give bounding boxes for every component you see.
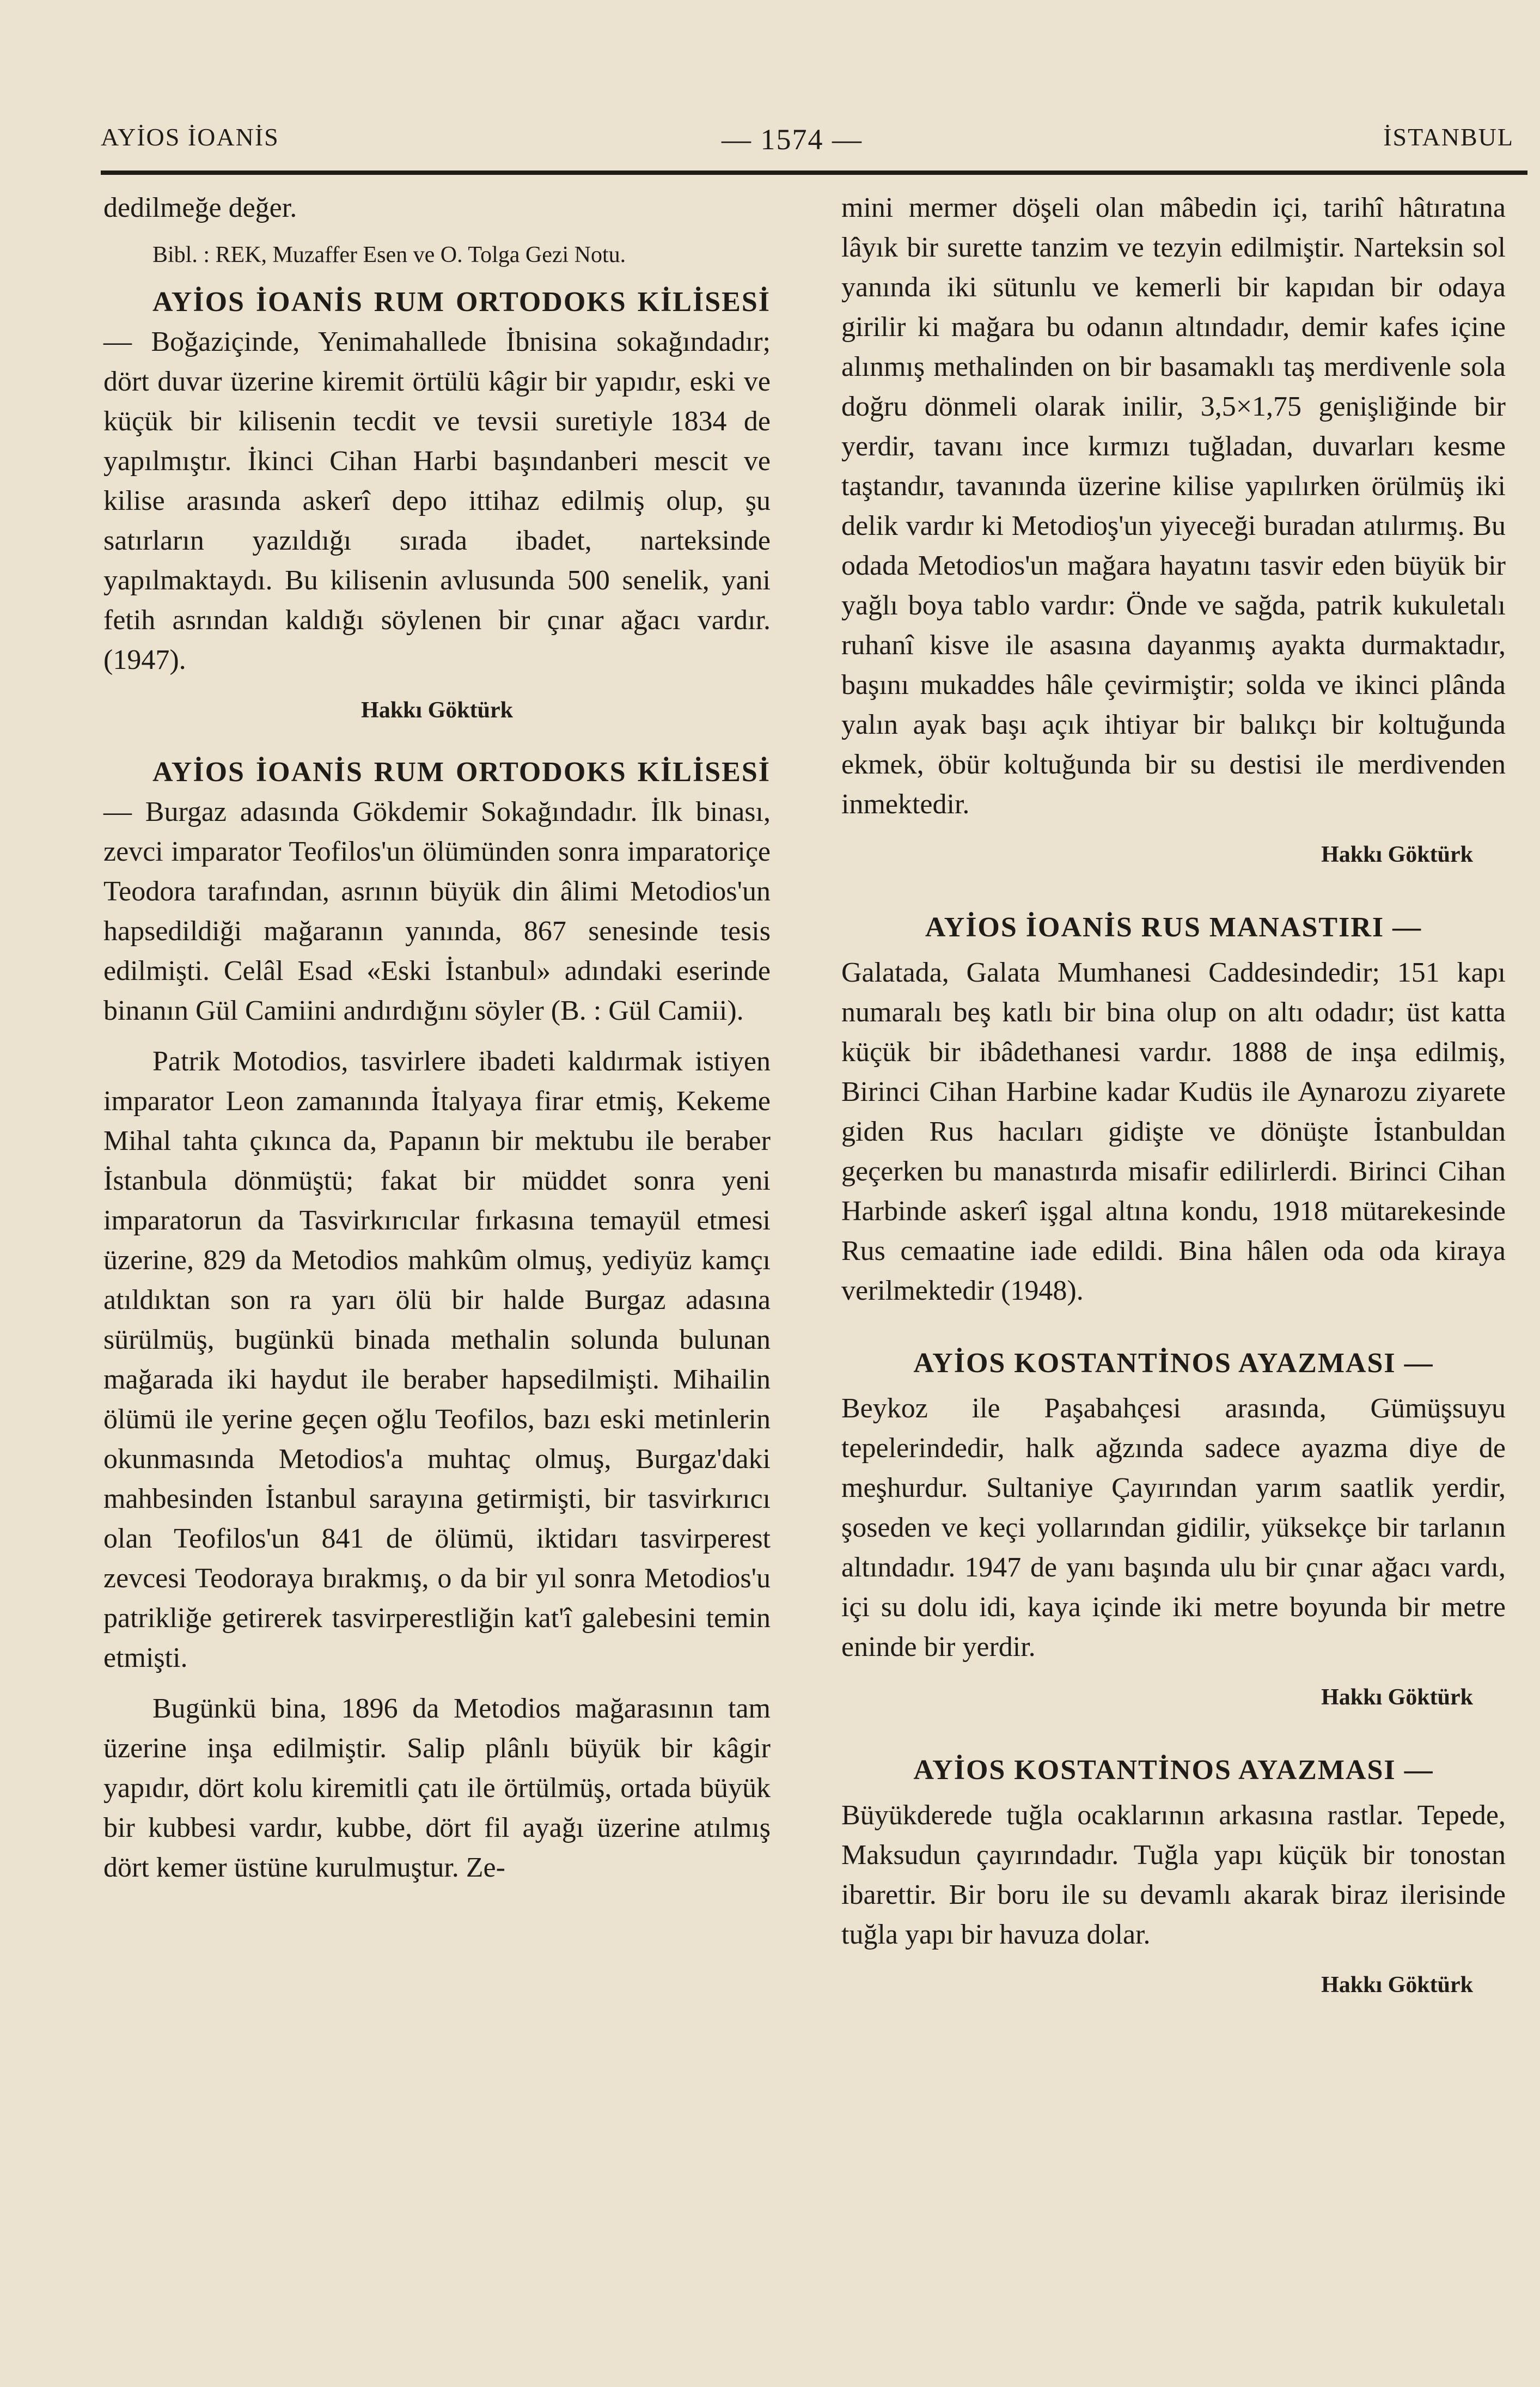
header-rule [101,170,1527,175]
article-title: AYİOS İOANİS RUM ORTODOKS KİLİSESİ [152,757,771,788]
page-number: — 1574 — [722,123,863,156]
intro-text: dedilmeğe değer. [103,192,297,223]
page-header [101,123,1527,166]
article-title: AYİOS KOSTANTİNOS AYAZMASI — [913,1755,1434,1786]
article-author: Hakkı Göktürk [361,698,513,723]
article-author: Hakkı Göktürk [1321,1685,1473,1710]
article-body: — Boğaziçinde, Yenimahallede İbnisina sokağındadır; dört duvar üzerine kiremit örtülü kâgir bir yapıdır, eski ve küçük bir kilisenin tecdit ve tevsii suretiyle 1834 de yapılmıştır. İkinci Cihan Harbi başındanberi mescit ve kilise arasında askerî depo ittihaz edilmiş olup, şu satırların yazıldığı sırada ibadet, narteksinde yapılmaktaydı. Bu kilisenin avlusunda 500 senelik, yani fetih asrından kaldığı söylenen bir çınar ağacı vardır. (1947). [103,326,771,675]
article-body: — Burgaz adasında Gökdemir Sokağındadır. İlk binası, zevci imparator Teofilos'un ölümünden sonra imparatoriçe Teodora tarafından, asrının büyük din âlimi Metodios'un hapsedildiği mağaranın yanında, 867 senesinde tesis edilmişti. Celâl Esad «Eski İstanbul» adındaki eserinde binanın Gül Camiini andırdığını söyler (B. : Gül Camii). [103,796,771,1026]
article-paragraph: Patrik Motodios, tasvirlere ibadeti kaldırmak istiyen imparator Leon zamanında İtalyaya firar etmiş, Kekeme Mihal tahta çıkınca da, Papanın bir mektubu ile beraber İstanbula dönmüştü; fakat bir müddet sonra yeni imparatorun da Tasvirkırıcılar fırkasına temayül etmesi üzerine, 829 da Metodios mahkûm olmuş, yediyüz kamçı atıldıktan son ra yarı ölü bir halde Burgaz adasına sürülmüş, bugünkü binada methalin solunda bulunan mağarada iki haydut ile beraber hapsedilmişti. Mihailin ölümü ile yerine geçen oğlu Teofilos, bazı eski metinlerin okunmasında Metodios'a muhtaç olmuş, Burgaz'daki mahbesinden İstanbul sarayına getirmişti, bir tasvirkırıcı olan Teofilos'un 841 de ölümü, iktidarı tasvirperest zevcesi Teodoraya bırakmış, o da bir yıl sonra Metodios'u patrikliğe getirerek tasvirperestliğin kat'î galebesini temin etmişti. [103,1046,771,1673]
article-author: Hakkı Göktürk [1321,842,1473,867]
article-title: AYİOS KOSTANTİNOS AYAZMASI — [913,1348,1434,1379]
article-body: Büyükderede tuğla ocaklarının arkasına rastlar. Tepede, Maksudun çayırındadır. Tuğla yapı küçük bir tonostan ibarettir. Bir boru ile su devamlı akarak biraz ilerisinde tuğla yapı bir havuza dolar. [841,1800,1506,1950]
article-body: Beykoz ile Paşabahçesi arasında, Gümüşsuyu tepelerindedir, halk ağzında sadece ayazma diye de meşhurdur. Sultaniye Çayırından yarım saatlik yerdir, şoseden ve keçi yollarından gidilir, yüksekçe bir tarlanın altındadır. 1947 de yanı başında ulu bir çınar ağacı vardı, içi su dolu idi, kaya içinde iki metre boyunda bir metre eninde bir yerdir. [841,1393,1506,1663]
right-column [841,188,1506,2027]
bibliography: Bibl. : REK, Muzaffer Esen ve O. Tolga Gezi Notu. [152,242,626,267]
left-column [103,188,771,1898]
article-author: Hakkı Göktürk [1321,1972,1473,1998]
article-title: AYİOS İOANİS RUS MANASTIRI — [925,912,1422,943]
article-ioanis-kilisesi-burgaz [103,752,771,1031]
article-ioanis-kilisesi-boğaziçi [103,282,771,680]
article-body: Galatada, Galata Mumhanesi Caddesindedir; 151 kapı numaralı beş katlı bir bina olup on altı odadır; üst katta küçük bir ibâdethanesi vardır. 1888 de inşa edilmiş, Birinci Cihan Harbine kadar Kudüs ile Aynarozu ziyarete giden Rus hacıları gidişte ve dönüşte İstanbuldan geçerken bu manastırda misafir edilirlerdi. Birinci Cihan Harbinde askerî işgal altına kondu, 1918 mütarekesinde Rus cemaatine iade edildi. Bina hâlen oda oda kiraya verilmektedir (1948). [841,957,1506,1306]
running-head-left: AYİOS İOANİS [101,123,279,151]
article-continuation: mini mermer döşeli olan mâbedin içi, tarihî hâtıratına lâyık bir surette tanzim ve tezyin edilmiştir. Narteksin sol yanında iki sütunlu ve kemerli bir kapıdan bir odaya girilir ki mağara bu odanın altındadır, demir kafes içine alınmış methalinden on bir basamaklı taş merdivenle sola doğru dönmeli olarak inilir, 3,5×1,75 genişliğinde bir yerdir, tavanı ince kırmızı tuğladan, duvarları kesme taştandır, tavanında üzerine kilise yapılırken örülmüş iki delik vardır ki Metodioş'un yiyeceği buradan atılırmış. Bu odada Metodios'un mağara hayatını tasvir eden büyük bir yağlı boya tablo vardır: Önde ve sağda, patrik kukuletalı ruhanî kisve ile asasına dayanmış ayakta durmaktadır, başını mukaddes hâle çevirmiştir; solda ve ikinci plânda yalın ayak başı açık ihtiyar bir balıkçı bir koltuğunda ekmek, öbür koltuğunda bir su destisi ile merdivenden inmektedir. [841,192,1506,820]
running-head-right: İSTANBUL [1383,123,1514,151]
article-title: AYİOS İOANİS RUM ORTODOKS KİLİSESİ [152,287,771,318]
article-paragraph: Bugünkü bina, 1896 da Metodios mağarasının tam üzerine inşa edilmiştir. Salip plânlı büyük bir kâgir yapıdır, dört kolu kiremitli çatı ile örtülmüş, ortada büyük bir kubbesi vardır, kubbe, dört fil ayağı üzerine atılmış dört kemer üstüne kurulmuştur. Ze- [103,1693,771,1883]
